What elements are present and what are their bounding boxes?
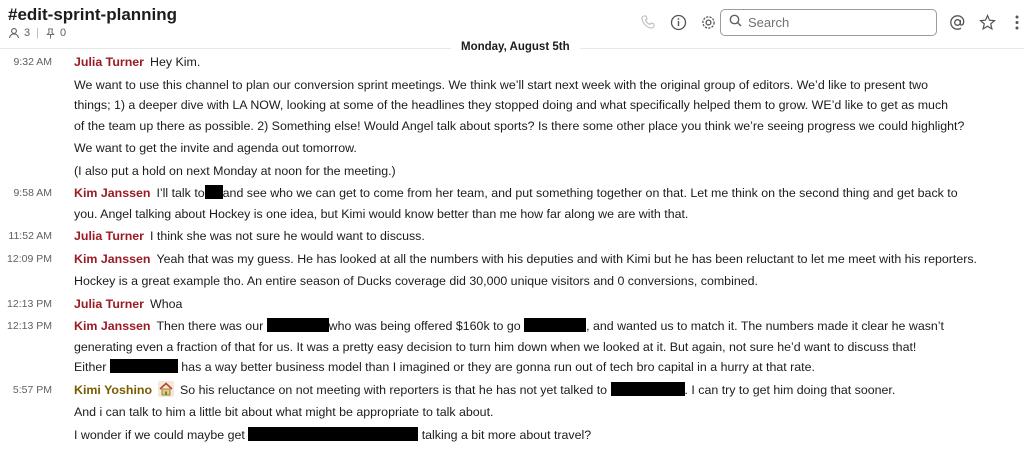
message-text: . I can try to get him doing that sooner. bbox=[684, 382, 896, 397]
more-icon[interactable] bbox=[1005, 10, 1024, 34]
message-author[interactable]: Kim Janssen bbox=[74, 186, 151, 200]
message-text: We want to use this channel to plan our conversion sprint meetings. We think we’ll start next week with the original group of editors. We’d like to present two bbox=[74, 77, 929, 92]
message-text: Yeah that was my guess. He has looked at all the numbers with his deputies and with Kimi but he has been reluctant to let me meet with his reporters. bbox=[156, 251, 977, 266]
message-text: you. Angel talking about Hockey is one idea, but Kimi would know better than me how far along we are with that. bbox=[74, 206, 689, 221]
message bbox=[0, 316, 1024, 378]
message-text: talking a bit more about travel? bbox=[421, 427, 592, 442]
message-text: Hey Kim. bbox=[150, 55, 201, 69]
message-text: I wonder if we could maybe get bbox=[74, 427, 245, 442]
message bbox=[0, 52, 1024, 181]
message-list bbox=[0, 52, 1024, 445]
date-label[interactable]: Monday, August 5th bbox=[451, 41, 580, 53]
house-emoji-icon bbox=[158, 381, 174, 397]
message-text: Hockey is a great example tho. An entire season of Ducks coverage did 30,000 unique visitors and 0 conversions, combined. bbox=[74, 274, 758, 288]
message-timestamp[interactable]: 5:57 PM bbox=[12, 383, 52, 396]
message bbox=[0, 183, 1024, 224]
message-text: Then there was our bbox=[156, 319, 264, 333]
message-timestamp[interactable]: 11:52 AM bbox=[8, 230, 52, 242]
message-text: Whoa bbox=[150, 296, 183, 311]
message-timestamp[interactable]: 9:58 AM bbox=[13, 187, 52, 199]
message-text: and see who we can get to come from her team, and put something together on that. Let me think on the second thing and get back to bbox=[222, 186, 958, 200]
message-author[interactable]: Julia Turner bbox=[74, 55, 144, 69]
star-icon[interactable] bbox=[975, 10, 999, 34]
message-timestamp[interactable]: 12:09 PM bbox=[7, 252, 52, 265]
message bbox=[0, 380, 1024, 446]
message-text: We want to get the invite and agenda out tomorrow. bbox=[74, 141, 357, 155]
message-text: Either bbox=[74, 360, 107, 374]
message bbox=[0, 226, 1024, 247]
message-author[interactable]: Kim Janssen bbox=[74, 319, 151, 333]
message-text: , and wanted us to match it. The numbers made it clear he wasn’t bbox=[586, 319, 945, 333]
pins-count[interactable]: 0 bbox=[59, 27, 67, 39]
redaction-block bbox=[110, 359, 178, 373]
message-text: things; 1) a deeper dive with LA NOW, looking at some of the headlines they stopped doing and what specifically helped them to grow. WE’d like to get as much bbox=[74, 98, 949, 112]
message-author[interactable]: Kim Janssen bbox=[74, 251, 151, 266]
message-text: who was being offered $160k to go bbox=[328, 319, 521, 333]
members-count[interactable]: 3 bbox=[24, 27, 31, 39]
at-icon[interactable] bbox=[945, 10, 969, 34]
message-text: I think she was not sure he would want to discuss. bbox=[150, 229, 425, 243]
message-text: I’ll talk to bbox=[156, 186, 205, 200]
redaction-block bbox=[524, 318, 586, 332]
redaction-block bbox=[611, 382, 685, 396]
message-text: generating even a fraction of that for us. It was a pretty easy decision to turn him down when we looked at it. But again, not sure he’d want to discuss that! bbox=[74, 339, 917, 354]
message bbox=[0, 294, 1024, 315]
message-text: And i can talk to him a little bit about what might be appropriate to talk about. bbox=[74, 405, 494, 419]
message-text: (I also put a hold on next Monday at noon for the meeting.) bbox=[74, 163, 396, 178]
channel-title[interactable]: #edit-sprint-planning bbox=[8, 5, 178, 24]
header-actions bbox=[636, 10, 726, 34]
message-author[interactable]: Julia Turner bbox=[74, 229, 144, 243]
message-timestamp[interactable]: 9:32 AM bbox=[13, 56, 52, 68]
gear-icon[interactable] bbox=[696, 10, 720, 34]
search-icon bbox=[729, 14, 742, 32]
message-timestamp[interactable]: 12:13 PM bbox=[7, 320, 52, 332]
message bbox=[0, 249, 1024, 292]
message-author[interactable]: Julia Turner bbox=[74, 296, 144, 311]
meta-divider: | bbox=[36, 27, 39, 39]
redaction-block bbox=[248, 427, 418, 441]
redaction-block bbox=[205, 185, 223, 199]
header-right-actions bbox=[945, 10, 1024, 34]
pin-icon[interactable] bbox=[45, 28, 56, 39]
redaction-block bbox=[267, 318, 329, 332]
message-timestamp[interactable]: 12:13 PM bbox=[7, 297, 52, 310]
message-author[interactable]: Kimi Yoshino bbox=[74, 382, 153, 397]
search-box[interactable] bbox=[720, 9, 937, 36]
message-text: has a way better business model than I imagined or they are gonna run out of tech bro capital in a hurry at that rate. bbox=[181, 360, 815, 374]
info-icon[interactable] bbox=[666, 10, 690, 34]
search-input[interactable] bbox=[748, 15, 918, 30]
phone-icon[interactable] bbox=[636, 10, 660, 34]
message-text: So his reluctance on not meeting with reporters is that he has not yet talked to bbox=[180, 382, 608, 397]
message-text: of the team up there as possible. 2) Something else! Would Angel talk about sports? Is there some other place you think we’re seeing progress we could highlight? bbox=[74, 118, 965, 133]
